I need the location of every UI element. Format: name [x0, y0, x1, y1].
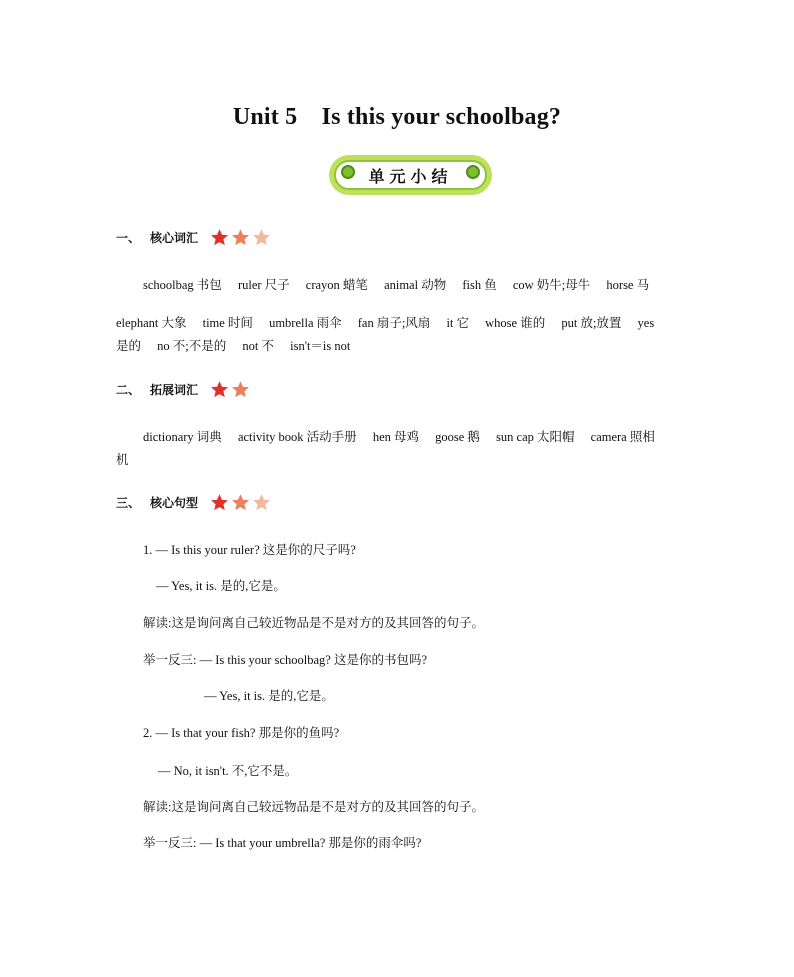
section-label: 核心词汇 [150, 231, 199, 245]
difficulty-stars [210, 380, 252, 399]
star-icon [210, 380, 229, 399]
vocab-item: schoolbag 书包 [143, 278, 222, 292]
star-icon [231, 228, 250, 247]
vocab-item: isn't＝is not [290, 339, 351, 353]
sentence-line: 1. — Is this your ruler? 这是你的尺子吗? [143, 543, 356, 557]
star-icon [231, 493, 250, 512]
vocab-item: ruler 尺子 [237, 278, 290, 292]
sentence-line: 2. — Is that your fish? 那是你的鱼吗? [143, 726, 340, 740]
vocab-item: camera 照相 [590, 430, 655, 444]
vocab-item: sun cap 太阳帽 [496, 430, 575, 444]
vocab-item: activity book 活动手册 [237, 430, 357, 444]
vocab-item: put 放;放置 [561, 316, 622, 330]
vocab-item: elephant 大象 [116, 316, 187, 330]
star-icon [252, 493, 271, 512]
star-icon [252, 228, 271, 247]
section-number: 一、 [116, 231, 141, 245]
sentence-line: — No, it isn't. 不,它不是。 [158, 764, 298, 778]
vocab-item: yes [637, 316, 655, 330]
core-vocab-line-3 [116, 336, 350, 354]
star-icon [210, 493, 229, 512]
vocab-item: goose 鹅 [435, 430, 480, 444]
section-heading-core-sentences [116, 493, 273, 512]
vocab-item: fan 扇子;风扇 [357, 316, 431, 330]
sentence-line: 举一反三: — Is that your umbrella? 那是你的雨伞吗? [143, 836, 422, 850]
ext-vocab-line-1 [143, 427, 655, 445]
section-number: 三、 [116, 496, 141, 510]
section-heading-core-vocab [116, 228, 273, 247]
vocab-item: whose 谁的 [485, 316, 546, 330]
vocab-item: no 不;不是的 [157, 339, 227, 353]
vocab-item: time 时间 [202, 316, 253, 330]
badge-label: 单元小结 [368, 167, 453, 186]
unit-summary-badge [329, 155, 492, 195]
vocab-item: 是的 [116, 339, 142, 353]
ext-vocab-line-2: 机 [116, 453, 129, 467]
vocab-item: it 它 [446, 316, 470, 330]
core-vocab-line-1 [143, 275, 662, 293]
core-vocab-line-2 [116, 313, 654, 331]
vocab-item: not 不 [242, 339, 274, 353]
section-label: 拓展词汇 [150, 383, 199, 397]
star-icon [231, 380, 250, 399]
difficulty-stars [210, 228, 273, 247]
vocab-item: animal 动物 [384, 278, 447, 292]
vocab-item: umbrella 雨伞 [269, 316, 342, 330]
sentence-line: — Yes, it is. 是的,它是。 [156, 579, 286, 593]
vocab-item: dictionary 词典 [143, 430, 222, 444]
section-label: 核心句型 [150, 496, 199, 510]
vocab-item: crayon 蜡笔 [305, 278, 368, 292]
section-heading-ext-vocab [116, 380, 252, 399]
vocab-item: fish 鱼 [462, 278, 497, 292]
explanation-line: 解读:这是询问离自己较远物品是不是对方的及其回答的句子。 [143, 800, 484, 814]
sentence-line: 举一反三: — Is this your schoolbag? 这是你的书包吗? [143, 653, 428, 667]
sentence-line: — Yes, it is. 是的,它是。 [204, 689, 334, 703]
star-icon [210, 228, 229, 247]
vocab-item: hen 母鸡 [372, 430, 419, 444]
vocab-item: horse 马 [606, 278, 650, 292]
page-title: Unit 5 Is this your schoolbag? [232, 104, 562, 130]
explanation-line: 解读:这是询问离自己较近物品是不是对方的及其回答的句子。 [143, 616, 484, 630]
vocab-item: cow 奶牛;母牛 [512, 278, 591, 292]
section-number: 二、 [116, 383, 141, 397]
difficulty-stars [210, 493, 273, 512]
